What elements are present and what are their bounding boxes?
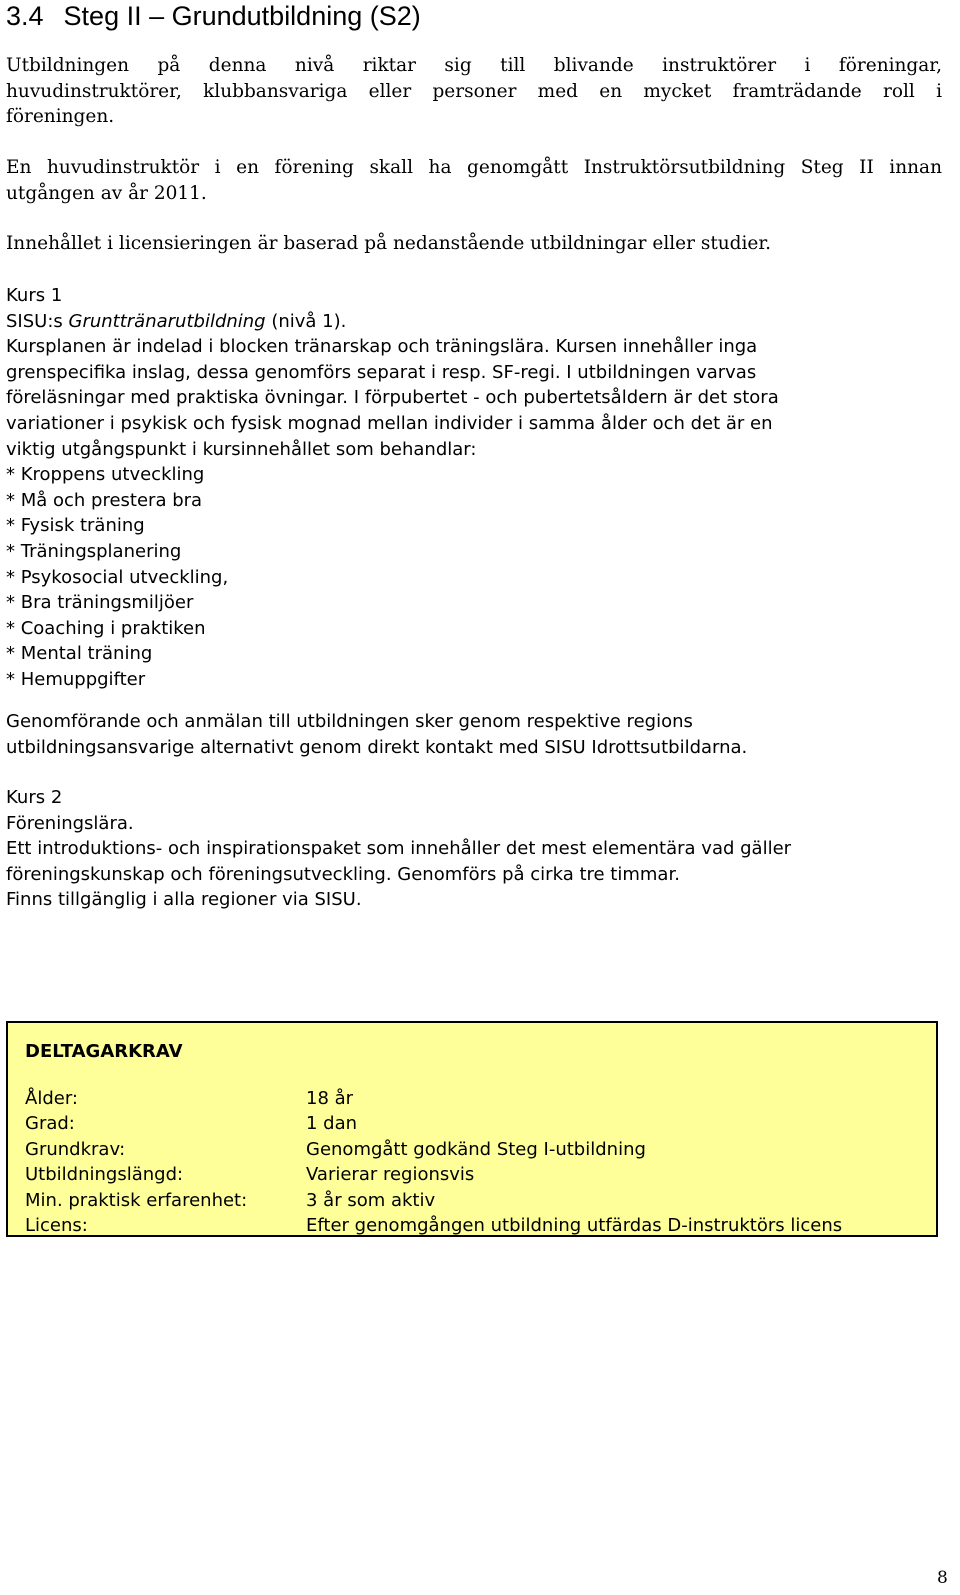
list-item: * Fysisk träning bbox=[6, 515, 145, 537]
intro-p1-line: huvudinstruktörer, klubbansvariga eller personer med en mycket framträdande roll i bbox=[6, 80, 942, 102]
requirement-label: Min. praktisk erfarenhet: bbox=[25, 1189, 248, 1211]
kurs1-course-name bbox=[6, 309, 942, 335]
kurs1-description-line: grenspecifika inslag, dessa genomförs separat i resp. SF-regi. I utbildningen varvas bbox=[6, 361, 757, 383]
kurs1-name-suffix: (nivå 1). bbox=[265, 310, 347, 332]
kurs1-enrollment-paragraph bbox=[6, 709, 747, 760]
requirements-box bbox=[6, 1021, 938, 1237]
table-row bbox=[25, 1213, 842, 1238]
requirement-label: Licens: bbox=[25, 1215, 88, 1237]
intro-paragraph-1 bbox=[6, 53, 942, 130]
list-item: * Bra träningsmiljöer bbox=[6, 592, 194, 614]
requirement-value: Varierar regionsvis bbox=[306, 1164, 475, 1186]
kurs1-description-line: Kursplanen är indelad i blocken tränarskap och träningslära. Kursen innehåller inga bbox=[6, 336, 758, 358]
table-row bbox=[25, 1137, 842, 1162]
list-item: * Hemuppgifter bbox=[6, 668, 146, 690]
table-row bbox=[25, 1111, 842, 1136]
intro-p2-line: En huvudinstruktör i en förening skall ha genomgått Instruktörsutbildning Steg II innan bbox=[6, 157, 942, 178]
list-item: * Mental träning bbox=[6, 643, 153, 665]
requirement-label: Utbildningslängd: bbox=[25, 1164, 184, 1186]
intro-p2-line: utgången av år 2011. bbox=[6, 182, 207, 204]
kurs1-name-italic: Grunttränarutbildning bbox=[68, 310, 266, 332]
section-number: 3.4 bbox=[6, 1, 44, 31]
kurs1-topic-list bbox=[6, 462, 942, 692]
list-item: * Må och prestera bra bbox=[6, 489, 203, 511]
kurs1-description-line: föreläsningar med praktiska övningar. I förpubertet - och pubertetsåldern är det stora bbox=[6, 387, 779, 409]
intro-paragraph-2 bbox=[6, 155, 942, 206]
requirement-value: Efter genomgången utbildning utfärdas D-instruktörs licens bbox=[306, 1215, 843, 1237]
intro-paragraph-3 bbox=[6, 231, 771, 257]
intro-p1-line: Utbildningen på denna nivå riktar sig till blivande instruktörer i föreningar, bbox=[6, 55, 942, 76]
intro-p1-line: föreningen. bbox=[6, 106, 115, 128]
table-row bbox=[25, 1086, 842, 1111]
requirements-table bbox=[25, 1086, 842, 1238]
requirement-value: 18 år bbox=[306, 1088, 354, 1109]
page-number: 8 bbox=[937, 1568, 948, 1588]
kurs2-line: Ett introduktions- och inspirationspaket som innehåller det mest elementära vad gäller bbox=[6, 838, 792, 860]
kurs1-section bbox=[6, 283, 942, 693]
kurs1-enrollment-line: utbildningsansvarige alternativt genom direkt kontakt med SISU Idrottsutbildarna. bbox=[6, 736, 748, 758]
requirement-label: Ålder: bbox=[25, 1088, 78, 1109]
kurs2-line: Föreningslära. bbox=[6, 812, 134, 834]
kurs1-label: Kurs 1 bbox=[6, 285, 63, 306]
kurs1-description-line: viktig utgångspunkt i kursinnehållet som behandlar: bbox=[6, 438, 477, 460]
list-item: * Träningsplanering bbox=[6, 540, 182, 562]
requirement-value: 1 dan bbox=[306, 1113, 358, 1135]
requirement-label: Grad: bbox=[25, 1113, 75, 1135]
table-row bbox=[25, 1188, 842, 1213]
kurs2-line: föreningskunskap och föreningsutveckling. Genomförs på cirka tre timmar. bbox=[6, 863, 680, 885]
kurs1-enrollment-line: Genomförande och anmälan till utbildningen sker genom respektive regions bbox=[6, 711, 693, 732]
kurs1-description-line: variationer i psykisk och fysisk mognad mellan individer i samma ålder och det är en bbox=[6, 412, 773, 434]
requirement-value: Genomgått godkänd Steg I-utbildning bbox=[306, 1138, 646, 1160]
kurs2-section bbox=[6, 785, 791, 913]
list-item: * Coaching i praktiken bbox=[6, 617, 206, 639]
kurs2-label: Kurs 2 bbox=[6, 787, 63, 808]
requirement-label: Grundkrav: bbox=[25, 1138, 126, 1160]
intro-p3-line: Innehållet i licensieringen är baserad på nedanstående utbildningar eller studier. bbox=[6, 233, 772, 254]
list-item: * Kroppens utveckling bbox=[6, 464, 205, 486]
section-title: Steg II – Grundutbildning (S2) bbox=[63, 1, 421, 31]
requirements-title: DELTAGARKRAV bbox=[25, 1041, 183, 1062]
kurs2-line: Finns tillgänglig i alla regioner via SISU. bbox=[6, 889, 362, 911]
requirement-value: 3 år som aktiv bbox=[306, 1189, 436, 1211]
list-item: * Psykosocial utveckling, bbox=[6, 566, 229, 588]
table-row bbox=[25, 1162, 842, 1187]
section-heading bbox=[6, 0, 421, 32]
kurs1-name-prefix: SISU:s bbox=[6, 310, 69, 332]
